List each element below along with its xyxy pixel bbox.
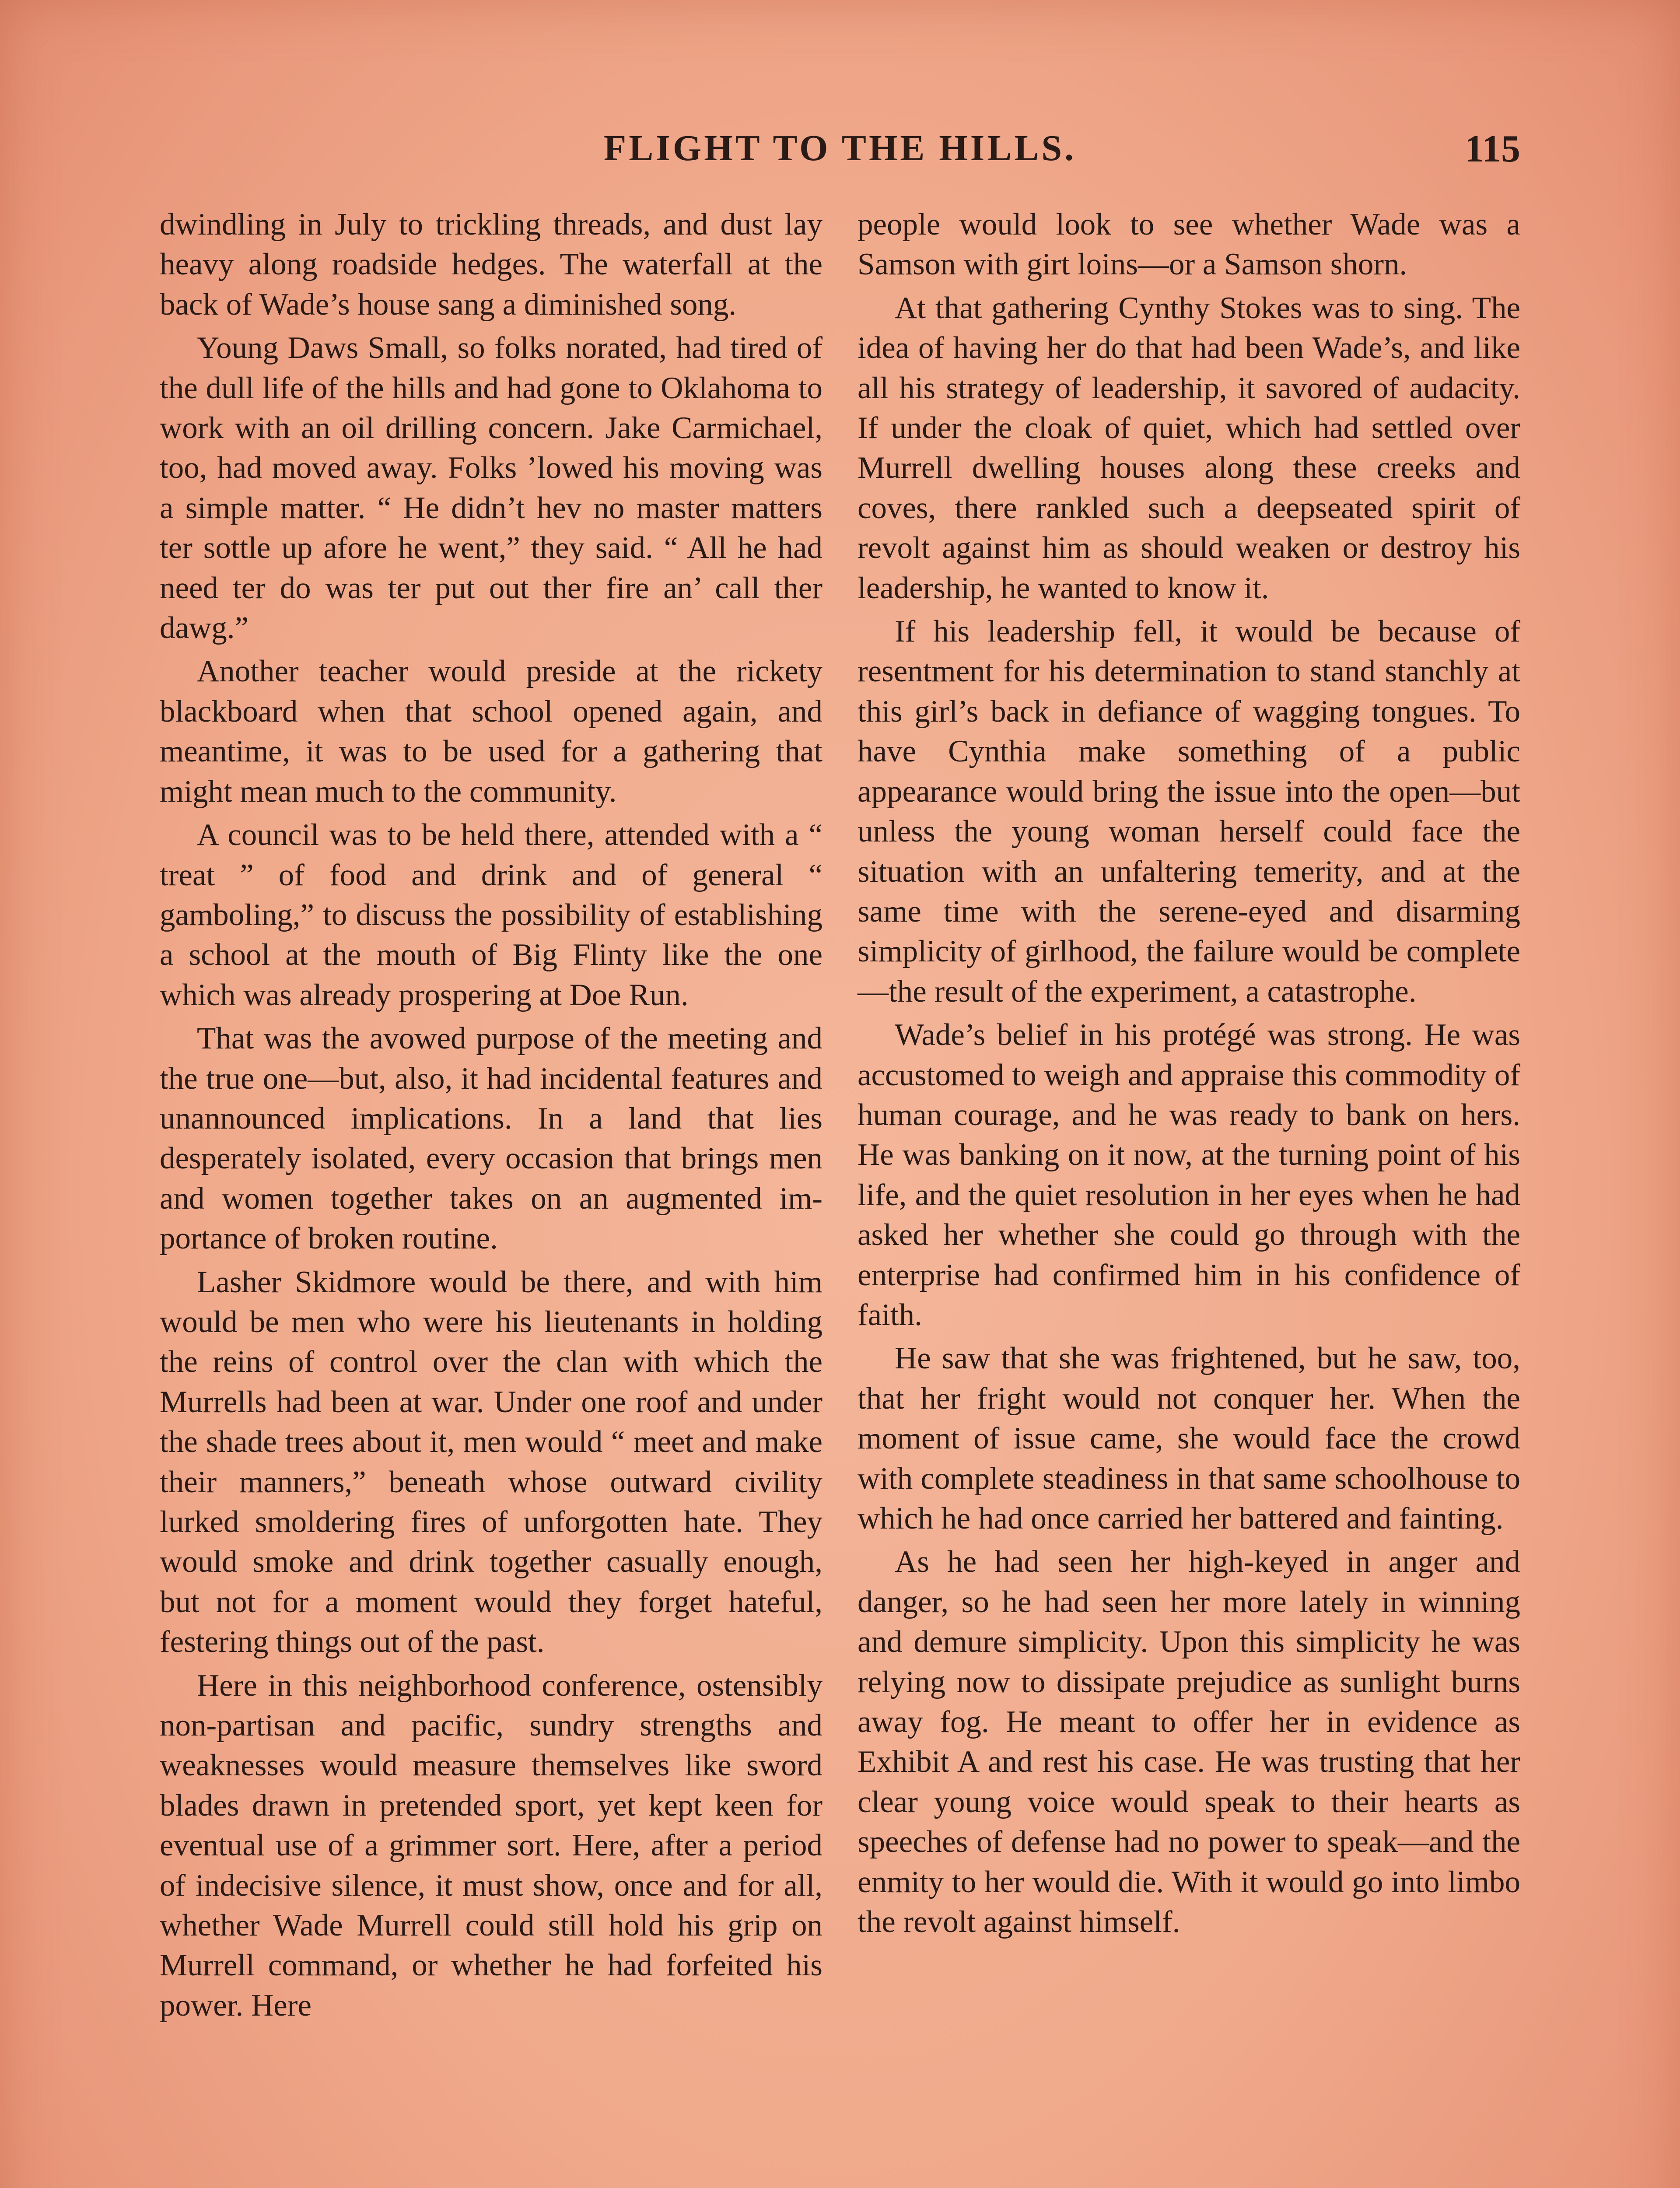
paragraph: Lasher Skidmore would be there, and with him would be men who were his lieutenants in holding the reins of control over the clan with which the Murrells had been at war. Under one roof and under the shade trees about it, men would “ meet and make their manners,” beneath whose outward civility lurked smoldering fires of unforgotten hate. They would smoke and drink together casually enough, but not for a moment would they forget hateful, festering things out of the past. [160, 1265, 822, 1659]
paragraph: Another teacher would preside at the rickety blackboard when that school opened again, and meantime, it was to be used for a gathering that might mean much to the community. [160, 654, 822, 809]
paragraph: That was the avowed purpose of the meeting and the true one—but, also, it had incidental features and unannounced implications. In a land that lies desperately isolated, every occasion that brings men and women together takes on an augmented importance of broken routine. [160, 1021, 822, 1256]
running-header [160, 127, 1520, 179]
left-column [160, 205, 822, 2188]
paragraph: people would look to see whether Wade was a Samson with girt loins—or a Samson shorn. [858, 207, 1520, 282]
paragraph: A council was to be held there, attended with a “ treat ” of food and drink and of general “ gamboling,” to discuss the possibility of establishing a school at the mouth of Big Flinty like the one which was already prospering at Doe Run. [160, 818, 822, 1012]
paragraph: dwindling in July to trickling threads, and dust lay heavy along roadside hedges. The waterfall at the back of Wade’s house sang a diminished song. [160, 207, 822, 322]
paragraph: Young Daws Small, so folks norated, had tired of the dull life of the hills and had gone to Oklahoma to work with an oil drilling concern. Jake Carmichael, too, had moved away. Folks ’lowed his moving was a simple matter. “ He didn’t hev no master matters ter sottle up afore he went,” they said. “ All he had need ter do was ter put out ther fire an’ call ther dawg.” [160, 331, 822, 645]
paragraph: At that gathering Cynthy Stokes was to sing. The idea of having her do that had been Wade’s, and like all his strategy of leadership, it savored of audacity. If under the cloak of quiet, which had settled over Murrell dwelling houses along these creeks and coves, there rankled such a deepseated spirit of revolt against him as should weaken or destroy his leadership, he wanted to know it. [858, 291, 1520, 605]
running-title: FLIGHT TO THE HILLS. [603, 128, 1077, 168]
paragraph: Wade’s belief in his protégé was strong. He was accustomed to weigh and appraise this commodity of human courage, and he was ready to bank on hers. He was banking on it now, at the turning point of his life, and the quiet resolution in her eyes when he had asked her whether she could go through with the enterprise had confirmed him in his confidence of faith. [858, 1018, 1520, 1332]
paragraph: Here in this neighborhood conference, ostensibly non-partisan and pacific, sundry strengths and weaknesses would measure themselves like sword blades drawn in pretended sport, yet kept keen for eventual use of a grimmer sort. Here, after a period of indecisive silence, it must show, once and for all, whether Wade Murrell could still hold his grip on Murrell command, or whether he had forfeited his power. Here [160, 1668, 822, 2023]
page-number: 115 [1464, 128, 1520, 170]
paragraph: As he had seen her high-keyed in anger and danger, so he had seen her more lately in winning and demure simplicity. Upon this simplicity he was relying now to dissipate prejudice as sunlight burns away fog. He meant to offer her in evidence as Exhibit A and rest his case. He was trusting that her clear young voice would speak to their hearts as speeches of defense had no power to speak—and the enmity to her would die. With it would go into limbo the revolt against himself. [858, 1545, 1520, 1939]
right-column [858, 205, 1520, 2188]
body-text [160, 205, 1520, 2188]
paragraph: If his leadership fell, it would be because of resentment for his determination to stand stanchly at this girl’s back in defiance of wagging tongues. To have Cynthia make something of a public appearance would bring the issue into the open—but unless the young woman herself could face the situation with an unfaltering temerity, and at the same time with the serene-eyed and disarming simplicity of girlhood, the failure would be complete—the result of the experiment, a catastrophe. [858, 614, 1520, 1009]
paragraph: He saw that she was frightened, but he saw, too, that her fright would not conquer her. When the moment of issue came, she would face the crowd with complete steadiness in that same schoolhouse to which he had once carried her battered and fainting. [858, 1341, 1520, 1536]
